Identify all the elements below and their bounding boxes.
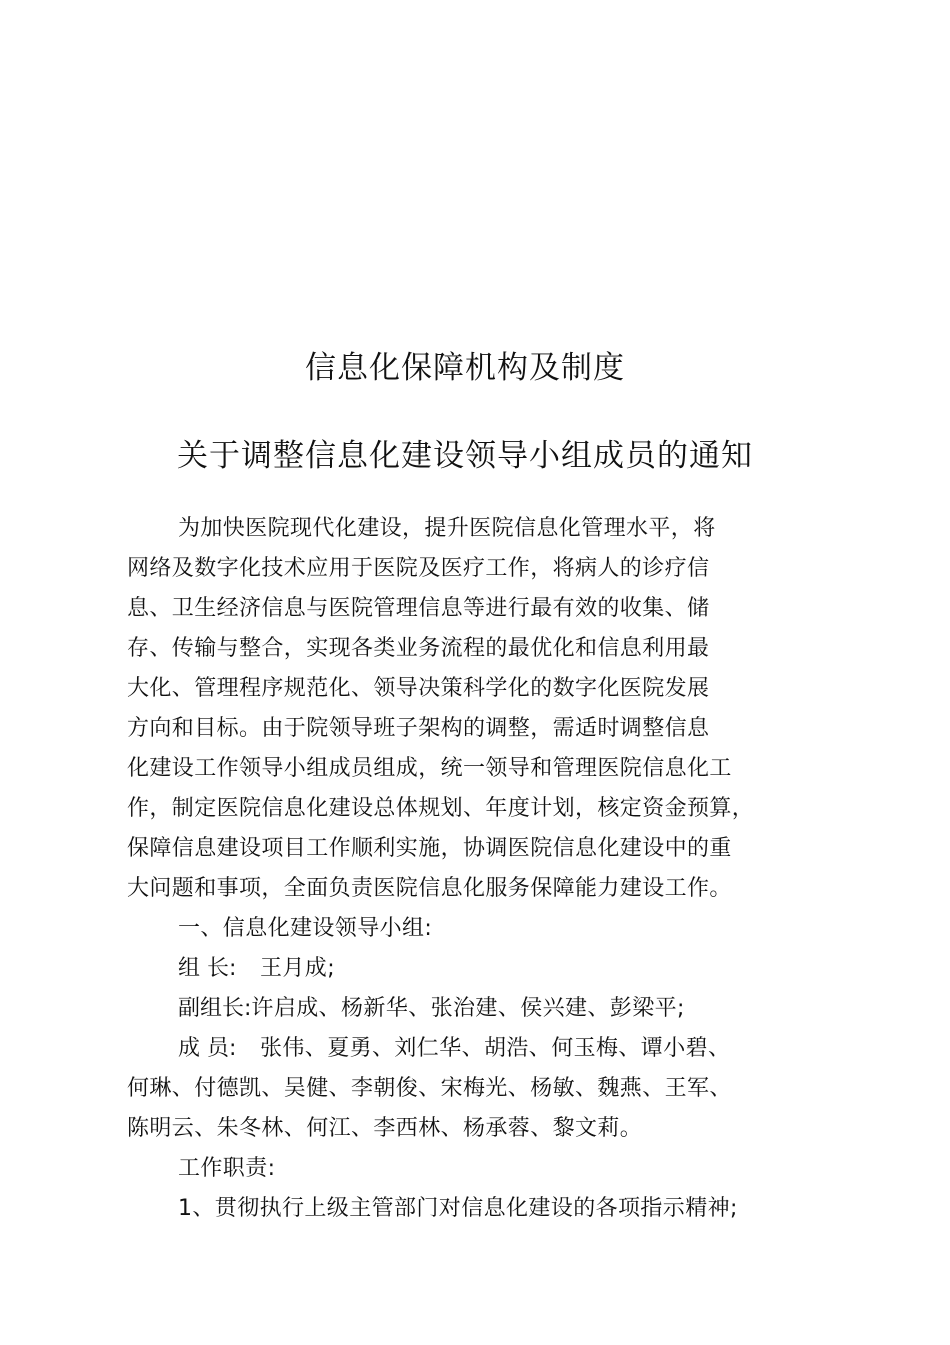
paragraph-line: 为加快医院现代化建设，提升医院信息化管理水平，将 [178,516,716,541]
paragraph-line: 大化、管理程序规范化、领导决策科学化的数字化医院发展 [127,676,710,701]
members-value-line2: 何琳、付德凯、吴健、李朝俊、宋梅光、杨敏、魏燕、王军、 [127,1076,732,1101]
members-line [178,1036,730,1062]
document-subtitle: 关于调整信息化建设领导小组成员的通知 [177,438,753,474]
duties-heading: 工作职责: [178,1156,276,1181]
paragraph-line: 大问题和事项，全面负责医院信息化服务保障能力建设工作。 [127,876,732,901]
leader-label: 组 长: [178,956,237,981]
paragraph-line: 保障信息建设项目工作顺利实施，协调医院信息化建设中的重 [127,836,732,861]
leader-value: 王月成; [260,956,336,981]
paragraph-line: 方向和目标。由于院领导班子架构的调整，需适时调整信息 [127,716,710,741]
document-title: 信息化保障机构及制度 [305,350,625,386]
members-value-line1: 张伟、夏勇、刘仁华、胡浩、何玉梅、谭小碧、 [260,1036,731,1061]
deputy-value: 许启成、杨新华、张治建、侯兴建、彭梁平; [251,996,685,1021]
paragraph-line: 作，制定医院信息化建设总体规划、年度计划，核定资金预算， [127,796,755,821]
members-value-line3: 陈明云、朱冬林、何江、李西林、杨承蓉、黎文莉。 [127,1116,643,1141]
section-heading: 一、信息化建设领导小组: [178,916,433,941]
leader-line [178,956,335,982]
paragraph-line: 网络及数字化技术应用于医院及医疗工作，将病人的诊疗信 [127,556,710,581]
paragraph-line: 存、传输与整合，实现各类业务流程的最优化和信息利用最 [127,636,710,661]
paragraph-line: 化建设工作领导小组成员组成，统一领导和管理医院信息化工 [127,756,732,781]
deputy-line [178,996,685,1022]
members-label: 成 员: [178,1036,237,1061]
deputy-label: 副组长: [178,996,252,1021]
duty-item-1: 1、贯彻执行上级主管部门对信息化建设的各项指示精神; [178,1196,738,1221]
paragraph-line: 息、卫生经济信息与医院管理信息等进行最有效的收集、储 [127,596,710,621]
